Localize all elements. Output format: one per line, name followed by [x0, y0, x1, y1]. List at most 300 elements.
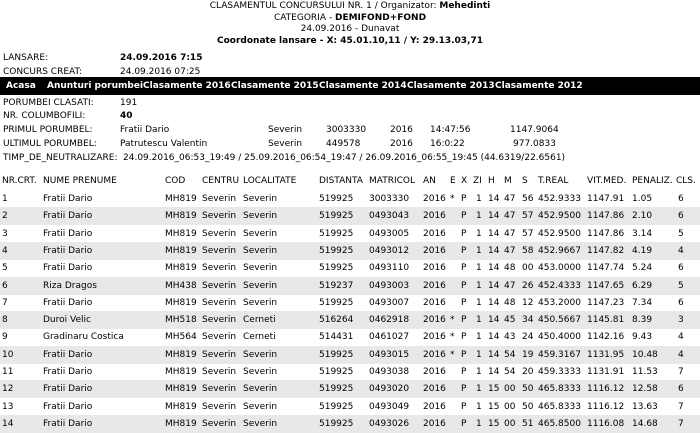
- cell-nume: Fratii Dario: [43, 211, 93, 222]
- cell-x: P: [461, 194, 467, 204]
- cell-matricol: 0493012: [369, 245, 410, 256]
- cell-x: P: [461, 263, 467, 274]
- cell-distanta: 519925: [319, 349, 354, 360]
- col-treal: T.REAL: [538, 176, 569, 186]
- columbofili-label: NR. COLUMBOFILI:: [3, 111, 86, 121]
- cell-h: 14: [488, 263, 500, 274]
- cell-m: 00: [504, 418, 516, 429]
- cell-x: P: [461, 315, 467, 326]
- cell-an: 2016: [423, 349, 446, 360]
- cell-centru: Severin: [202, 228, 237, 239]
- cell-nume: Fratii Dario: [43, 401, 93, 412]
- cell-vitmed: 1131.95: [587, 349, 625, 360]
- table-row: [0, 346, 700, 364]
- cell-cls: 4: [678, 245, 684, 256]
- cell-s: 51: [522, 418, 534, 429]
- cell-penaliz: 9.43: [632, 332, 653, 343]
- col-e: E: [450, 176, 456, 186]
- cell-an: 2016: [423, 280, 446, 291]
- primul-centru: Severin: [268, 125, 303, 135]
- cell-nume: Duroi Velic: [43, 315, 91, 326]
- cell-localitate: Severin: [243, 297, 278, 308]
- cell-nrcrt: 10: [2, 349, 14, 360]
- clasati-row: [0, 97, 700, 109]
- table-row: [0, 190, 700, 208]
- release-coordinates: Coordonate lansare - X: 45.01.10,11 / Y: 29.13.03,71: [217, 35, 483, 46]
- cell-penaliz: 14.68: [632, 418, 658, 429]
- cell-vitmed: 1142.16: [587, 332, 625, 343]
- cell-x: P: [461, 211, 467, 222]
- cell-m: 47: [504, 280, 516, 291]
- cell-nrcrt: 6: [2, 280, 8, 291]
- cell-treal: 450.5667: [538, 315, 581, 326]
- cell-nume: Fratii Dario: [43, 245, 93, 256]
- cell-localitate: Severin: [243, 228, 278, 239]
- cell-localitate: Cerneti: [243, 332, 276, 343]
- cell-x: P: [461, 367, 467, 377]
- cell-cod: MH819: [165, 367, 197, 377]
- cell-nrcrt: 3: [2, 228, 8, 239]
- cell-s: 26: [522, 280, 534, 291]
- nav-clasamente-2016[interactable]: Clasamente 2016: [143, 81, 231, 91]
- cell-h: 15: [488, 384, 500, 395]
- cell-zi: 1: [476, 418, 482, 429]
- cell-penaliz: 12.58: [632, 384, 658, 395]
- cell-an: 2016: [423, 384, 446, 395]
- cell-m: 47: [504, 228, 516, 239]
- cell-matricol: 0461027: [369, 332, 410, 343]
- cell-nrcrt: 12: [2, 384, 14, 395]
- cell-nume: Fratii Dario: [43, 263, 93, 274]
- category-line: CATEGORIA - DEMIFOND+FOND: [273, 12, 427, 23]
- cell-cod: MH819: [165, 211, 197, 222]
- cell-nrcrt: 14: [2, 418, 14, 429]
- cell-nume: Fratii Dario: [43, 297, 93, 308]
- cell-cls: 4: [678, 349, 684, 360]
- cell-cls: 7: [678, 418, 684, 429]
- cell-treal: 452.9667: [538, 245, 581, 256]
- cell-an: 2016: [423, 297, 446, 308]
- cell-an: 2016: [423, 211, 446, 222]
- cell-an: 2016: [423, 367, 446, 377]
- cell-localitate: Severin: [243, 263, 278, 274]
- cell-cls: 4: [678, 332, 684, 343]
- cell-s: 50: [522, 401, 534, 412]
- cell-matricol: 0493015: [369, 349, 410, 360]
- contest-title: CLASAMENTUL CONCURSULUI NR. 1 / Organizator: Mehedinti: [209, 1, 491, 11]
- cell-centru: Severin: [202, 332, 237, 343]
- columbofili-row: [0, 110, 700, 122]
- cell-centru: Severin: [202, 384, 237, 395]
- cell-nrcrt: 13: [2, 401, 14, 412]
- ultimul-ora: 16:0:22: [430, 139, 465, 149]
- cell-x: P: [461, 401, 467, 412]
- cell-m: 54: [504, 367, 516, 377]
- cell-cod: MH819: [165, 349, 197, 360]
- cell-x: P: [461, 297, 467, 308]
- primul-name: Fratii Dario: [120, 125, 170, 135]
- cell-matricol: 0493110: [369, 263, 410, 274]
- cell-distanta: 519925: [319, 211, 354, 222]
- main-nav: [0, 77, 700, 95]
- cell-localitate: Severin: [243, 367, 278, 377]
- col-centru: CENTRU: [202, 176, 240, 186]
- cell-vitmed: 1147.74: [587, 263, 625, 274]
- concurs-row: [3, 67, 303, 77]
- cell-zi: 1: [476, 297, 482, 308]
- cell-cod: MH819: [165, 418, 197, 429]
- table-row: [0, 259, 700, 277]
- cell-x: P: [461, 245, 467, 256]
- cell-nrcrt: 11: [2, 367, 14, 377]
- cell-s: 34: [522, 315, 534, 326]
- cell-nume: Fratii Dario: [43, 228, 93, 239]
- cell-an: 2016: [423, 245, 446, 256]
- cell-localitate: Severin: [243, 401, 278, 412]
- cell-matricol: 0493005: [369, 228, 410, 239]
- cell-cls: 7: [678, 367, 684, 377]
- cell-nume: Fratii Dario: [43, 349, 93, 360]
- col-an: AN: [423, 176, 436, 186]
- cell-cod: MH564: [165, 332, 197, 343]
- cell-m: 54: [504, 349, 516, 360]
- col-penaliz: PENALIZ.: [632, 176, 673, 186]
- cell-centru: Severin: [202, 297, 237, 308]
- cell-e: *: [450, 349, 455, 360]
- cell-zi: 1: [476, 401, 482, 412]
- table-header: [0, 172, 700, 190]
- cell-treal: 452.9500: [538, 228, 581, 239]
- cell-localitate: Cerneti: [243, 315, 276, 326]
- cell-distanta: 519925: [319, 384, 354, 395]
- nav-clasamente-2012[interactable]: Clasamente 2012: [495, 81, 583, 91]
- cell-matricol: 0493026: [369, 418, 410, 429]
- table-row: [0, 277, 700, 295]
- cell-matricol: 0493049: [369, 401, 410, 412]
- col-cls: CLS.: [676, 176, 696, 186]
- cell-h: 14: [488, 367, 500, 377]
- table-row: [0, 242, 700, 260]
- cell-treal: 452.9333: [538, 194, 581, 204]
- cell-vitmed: 1116.08: [587, 418, 625, 429]
- cell-penaliz: 3.14: [632, 228, 653, 239]
- cell-penaliz: 6.29: [632, 280, 653, 291]
- cell-m: 48: [504, 297, 516, 308]
- cell-centru: Severin: [202, 280, 237, 291]
- cell-s: 20: [522, 367, 534, 377]
- col-m: M: [504, 176, 512, 186]
- cell-centru: Severin: [202, 349, 237, 360]
- cell-an: 2016: [423, 401, 446, 412]
- cell-s: 19: [522, 349, 534, 360]
- col-x: X: [461, 176, 468, 186]
- cell-penaliz: 2.10: [632, 211, 653, 222]
- cell-m: 45: [504, 315, 516, 326]
- cell-vitmed: 1147.82: [587, 245, 625, 256]
- cell-s: 00: [522, 263, 534, 274]
- cell-cod: MH819: [165, 245, 197, 256]
- cell-centru: Severin: [202, 194, 237, 204]
- cell-matricol: 0493003: [369, 280, 410, 291]
- cell-nume: Riza Dragos: [43, 280, 97, 291]
- cell-distanta: 519237: [319, 280, 354, 291]
- cell-penaliz: 1.05: [632, 194, 653, 204]
- cell-x: P: [461, 280, 467, 291]
- cell-vitmed: 1147.86: [587, 211, 625, 222]
- cell-cod: MH819: [165, 297, 197, 308]
- cell-zi: 1: [476, 228, 482, 239]
- nav-clasamente-2013[interactable]: Clasamente 2013: [407, 81, 495, 91]
- cell-m: 47: [504, 194, 516, 204]
- cell-cls: 5: [678, 228, 684, 239]
- page-header: [0, 0, 700, 47]
- cell-treal: 453.2000: [538, 297, 581, 308]
- cell-h: 15: [488, 418, 500, 429]
- cell-s: 50: [522, 384, 534, 395]
- table-row: [0, 398, 700, 416]
- timp-label: TIMP_DE_NEUTRALIZARE:: [3, 153, 118, 163]
- cell-zi: 1: [476, 245, 482, 256]
- cell-centru: Severin: [202, 367, 237, 377]
- nav-anunturi-porumbei[interactable]: Anunturi porumbei: [47, 81, 144, 91]
- cell-h: 14: [488, 297, 500, 308]
- cell-s: 57: [522, 211, 534, 222]
- cell-cod: MH819: [165, 263, 197, 274]
- cell-x: P: [461, 332, 467, 343]
- cell-vitmed: 1131.91: [587, 367, 625, 377]
- cell-nrcrt: 9: [2, 332, 8, 343]
- cell-matricol: 0493007: [369, 297, 410, 308]
- cell-penaliz: 8.39: [632, 315, 653, 326]
- ultimul-centru: Severin: [268, 139, 303, 149]
- cell-cod: MH438: [165, 280, 197, 291]
- cell-matricol: 0462918: [369, 315, 410, 326]
- cell-x: P: [461, 228, 467, 239]
- primul-matricol: 3003330: [326, 125, 367, 135]
- cell-h: 14: [488, 211, 500, 222]
- cell-matricol: 0493043: [369, 211, 410, 222]
- table-row: [0, 207, 700, 225]
- cell-centru: Severin: [202, 245, 237, 256]
- category-name: DEMIFOND+FOND: [334, 12, 427, 23]
- ultimul-matricol: 449578: [326, 139, 361, 149]
- cell-distanta: 519925: [319, 245, 354, 256]
- cell-nrcrt: 8: [2, 315, 8, 326]
- cell-zi: 1: [476, 211, 482, 222]
- columbofili-value: 40: [120, 111, 133, 121]
- cell-treal: 465.8333: [538, 401, 581, 412]
- col-nrcrt: NR.CRT.: [2, 176, 37, 186]
- cell-distanta: 516264: [319, 315, 354, 326]
- cell-h: 14: [488, 332, 500, 343]
- cell-localitate: Severin: [243, 349, 278, 360]
- cell-an: 2016: [423, 418, 446, 429]
- cell-localitate: Severin: [243, 194, 278, 204]
- cell-x: P: [461, 349, 467, 360]
- col-localitate: LOCALITATE: [243, 176, 297, 186]
- cell-localitate: Severin: [243, 280, 278, 291]
- cell-centru: Severin: [202, 418, 237, 429]
- cell-s: 24: [522, 332, 534, 343]
- cell-vitmed: 1147.91: [587, 194, 625, 204]
- cell-treal: 459.3167: [538, 349, 581, 360]
- cell-penaliz: 7.34: [632, 297, 653, 308]
- col-matricol: MATRICOL: [369, 176, 416, 186]
- cell-treal: 452.4333: [538, 280, 581, 291]
- cell-distanta: 519925: [319, 367, 354, 377]
- cell-localitate: Severin: [243, 211, 278, 222]
- cell-zi: 1: [476, 194, 482, 204]
- concurs-label: CONCURS CREAT:: [3, 67, 83, 77]
- timp-value: 24.09.2016_06:53_19:49 / 25.09.2016_06:54_19:47 / 26.09.2016_06:55_19:45 (44.6319/22.6561): [123, 153, 566, 163]
- ultimul-viteza: 977.0833: [513, 139, 556, 149]
- cell-treal: 450.4000: [538, 332, 581, 343]
- cell-treal: 452.9500: [538, 211, 581, 222]
- cell-an: 2016: [423, 194, 446, 204]
- cell-vitmed: 1147.23: [587, 297, 625, 308]
- cell-centru: Severin: [202, 211, 237, 222]
- cell-zi: 1: [476, 315, 482, 326]
- cell-cls: 3: [678, 315, 684, 326]
- cell-nrcrt: 7: [2, 297, 8, 308]
- cell-nume: Fratii Dario: [43, 194, 93, 204]
- table-row: [0, 363, 700, 381]
- table-row: [0, 294, 700, 312]
- cell-an: 2016: [423, 228, 446, 239]
- ultimul-name: Patrutescu Valentin: [120, 139, 208, 149]
- cell-distanta: 519925: [319, 297, 354, 308]
- cell-h: 14: [488, 315, 500, 326]
- primul-row: [0, 124, 700, 136]
- date-place: 24.09.2016 - Dunavat: [300, 24, 400, 34]
- cell-localitate: Severin: [243, 384, 278, 395]
- organizer-name: Mehedinti: [439, 1, 491, 11]
- cell-cls: 6: [678, 297, 684, 308]
- cell-distanta: 519925: [319, 263, 354, 274]
- cell-m: 47: [504, 245, 516, 256]
- cell-cod: MH518: [165, 315, 197, 326]
- cell-e: *: [450, 332, 455, 343]
- cell-distanta: 519925: [319, 228, 354, 239]
- cell-treal: 453.0000: [538, 263, 581, 274]
- clasati-label: PORUMBEI CLASATI:: [3, 98, 94, 108]
- cell-e: *: [450, 315, 455, 326]
- cell-nume: Fratii Dario: [43, 367, 93, 377]
- col-s: S: [522, 176, 528, 186]
- cell-m: 43: [504, 332, 516, 343]
- ultimul-label: ULTIMUL PORUMBEL:: [3, 139, 97, 149]
- cell-zi: 1: [476, 384, 482, 395]
- table-row: [0, 328, 700, 346]
- cell-h: 14: [488, 245, 500, 256]
- cell-s: 56: [522, 194, 534, 204]
- cell-penaliz: 4.19: [632, 245, 653, 256]
- lansare-value: 24.09.2016 7:15: [120, 53, 203, 63]
- cell-s: 12: [522, 297, 534, 308]
- nav-clasamente-2014[interactable]: Clasamente 2014: [319, 81, 407, 91]
- cell-cls: 6: [678, 263, 684, 274]
- cell-vitmed: 1147.65: [587, 280, 625, 291]
- primul-label: PRIMUL PORUMBEL:: [3, 125, 93, 135]
- nav-acasa[interactable]: Acasa: [6, 81, 36, 91]
- cell-h: 14: [488, 280, 500, 291]
- col-vitmed: VIT.MED.: [587, 176, 627, 186]
- cell-nrcrt: 4: [2, 245, 8, 256]
- cell-matricol: 0493038: [369, 367, 410, 377]
- cell-cls: 6: [678, 194, 684, 204]
- cell-h: 14: [488, 228, 500, 239]
- table-row: [0, 225, 700, 243]
- cell-cls: 6: [678, 211, 684, 222]
- cell-cls: 7: [678, 401, 684, 412]
- cell-h: 14: [488, 194, 500, 204]
- cell-distanta: 519925: [319, 418, 354, 429]
- timp-row: [0, 152, 700, 164]
- cell-vitmed: 1116.12: [587, 401, 625, 412]
- cell-penaliz: 11.53: [632, 367, 658, 377]
- cell-penaliz: 13.63: [632, 401, 658, 412]
- cell-an: 2016: [423, 263, 446, 274]
- col-nume: NUME PRENUME: [43, 176, 117, 186]
- col-h: H: [488, 176, 495, 186]
- ultimul-row: [0, 138, 700, 150]
- cell-vitmed: 1147.86: [587, 228, 625, 239]
- ultimul-an: 2016: [390, 139, 413, 149]
- table-row: [0, 380, 700, 398]
- cell-cod: MH819: [165, 401, 197, 412]
- cell-treal: 459.3333: [538, 367, 581, 377]
- cell-matricol: 0493020: [369, 384, 410, 395]
- cell-matricol: 3003330: [369, 194, 410, 204]
- nav-clasamente-2015[interactable]: Clasamente 2015: [231, 81, 319, 91]
- cell-zi: 1: [476, 349, 482, 360]
- primul-an: 2016: [390, 125, 413, 135]
- clasati-value: 191: [120, 98, 138, 108]
- cell-treal: 465.8500: [538, 418, 581, 429]
- cell-m: 47: [504, 211, 516, 222]
- cell-cls: 6: [678, 384, 684, 395]
- col-cod: COD: [165, 176, 186, 186]
- cell-centru: Severin: [202, 315, 237, 326]
- cell-localitate: Severin: [243, 418, 278, 429]
- cell-centru: Severin: [202, 263, 237, 274]
- cell-an: 2016: [423, 315, 446, 326]
- cell-distanta: 514431: [319, 332, 354, 343]
- cell-cod: MH819: [165, 194, 197, 204]
- table-row: [0, 415, 700, 433]
- col-distanta: DISTANTA: [319, 176, 363, 186]
- cell-m: 00: [504, 384, 516, 395]
- cell-m: 00: [504, 401, 516, 412]
- cell-nrcrt: 2: [2, 211, 8, 222]
- cell-distanta: 519925: [319, 401, 354, 412]
- cell-penaliz: 10.48: [632, 349, 658, 360]
- cell-vitmed: 1116.12: [587, 384, 625, 395]
- cell-treal: 465.8333: [538, 384, 581, 395]
- cell-nume: Fratii Dario: [43, 418, 93, 429]
- cell-zi: 1: [476, 367, 482, 377]
- cell-s: 57: [522, 228, 534, 239]
- cell-cod: MH819: [165, 228, 197, 239]
- cell-nume: Gradinaru Costica: [43, 332, 124, 343]
- lansare-label: LANSARE:: [3, 53, 49, 63]
- primul-viteza: 1147.9064: [510, 125, 559, 135]
- cell-e: *: [450, 194, 455, 204]
- cell-nrcrt: 1: [2, 194, 8, 204]
- cell-vitmed: 1145.81: [587, 315, 625, 326]
- cell-s: 58: [522, 245, 534, 256]
- cell-cod: MH819: [165, 384, 197, 395]
